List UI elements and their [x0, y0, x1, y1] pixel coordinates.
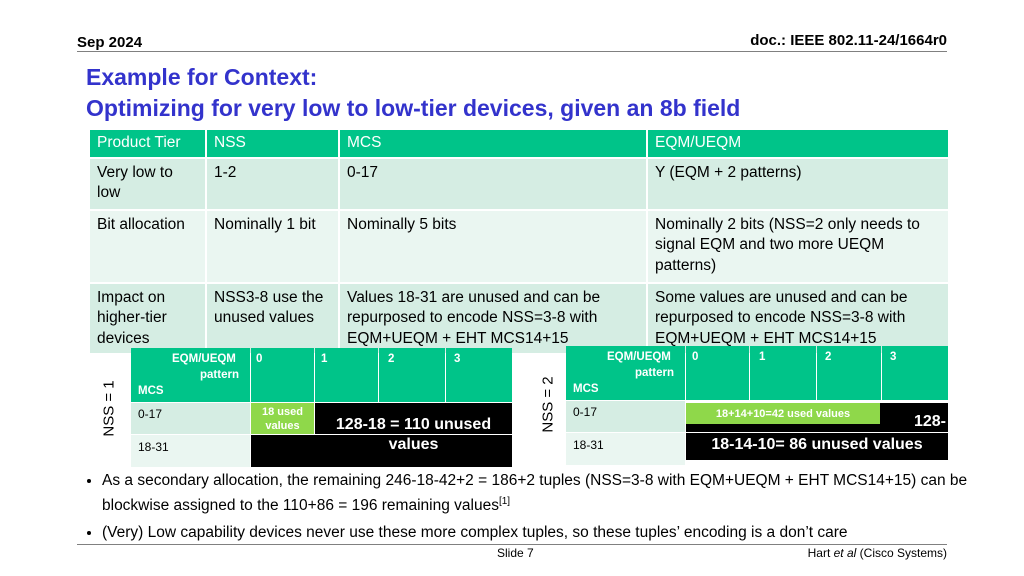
table-cell: Y (EQM + 2 patterns)	[647, 158, 949, 210]
grid2-unused-region	[686, 424, 880, 432]
grid2-corner-top: EQM/UEQM	[607, 351, 671, 363]
grid1-col-label: 3	[454, 353, 461, 365]
grid2-corner-mid: pattern	[635, 367, 674, 379]
table-cell: NSS3-8 use the unused values	[206, 283, 339, 355]
note-reference: [1]	[498, 496, 511, 507]
date-header: Sep 2024	[77, 34, 143, 51]
table-header: EQM/UEQM	[647, 129, 949, 158]
grid1-col-label: 1	[321, 353, 328, 365]
table-cell: Values 18-31 are unused and can be repurposed to encode NSS=3-8 with EQM+UEQM + EHT MCS14+15	[339, 283, 647, 355]
table-row	[89, 158, 949, 210]
table-cell: Very low to low	[89, 158, 206, 210]
note-item	[102, 522, 972, 543]
author-org: (Cisco Systems)	[859, 546, 947, 560]
footer-author	[808, 546, 947, 560]
table-header: NSS	[206, 129, 339, 158]
grid1-col-label: 2	[388, 353, 395, 365]
notes-list	[84, 470, 972, 549]
nss1-label: NSS = 1	[100, 380, 118, 437]
table-row	[89, 210, 949, 283]
grid1-unused-label: 128-18 = 110 unused	[335, 416, 492, 433]
grid2-unused-label: 128-	[913, 413, 946, 430]
document-id: doc.: IEEE 802.11-24/1664r0	[750, 32, 947, 49]
slide-title-line1: Example for Context:	[86, 64, 318, 90]
table-cell: Nominally 2 bits (NSS=2 only needs to signal EQM and two more UEQM patterns)	[647, 210, 949, 283]
table-cell: Some values are unused and can be repurposed to encode NSS=3-8 with EQM+UEQM + EHT MCS14+15	[647, 283, 949, 355]
grid2-unused-label: 18-14-10= 86 unused values	[711, 436, 923, 453]
note-text: As a secondary allocation, the remaining 246-18-42+2 = 186+2 tuples (NSS=3-8 with EQM+UEQM + EHT MCS14+15) can be blockwise assigned to the 110+86 = 196 remaining values	[102, 472, 968, 515]
note-item	[102, 470, 972, 516]
table-header-row	[89, 129, 949, 158]
slide-number: Slide 7	[497, 546, 534, 560]
grid1-corner-bottom: MCS	[138, 385, 164, 397]
grid1-row-label: 18-31	[138, 440, 169, 454]
table-cell: Impact on higher-tier devices	[89, 283, 206, 355]
grid2-col-label: 1	[759, 351, 766, 363]
author-name: Hart	[807, 546, 831, 560]
grid2-row-label: 0-17	[573, 405, 598, 419]
grid1-unused-label: values	[388, 436, 439, 453]
grid1-corner-mid: pattern	[200, 369, 239, 381]
grid2-row-label: 18-31	[573, 438, 604, 452]
grid2-used-label: 18+14+10=42 used values	[715, 408, 851, 420]
grid2-col-label: 0	[692, 351, 699, 363]
table-cell: Nominally 1 bit	[206, 210, 339, 283]
table-header: MCS	[339, 129, 647, 158]
table-cell: 0-17	[339, 158, 647, 210]
table-row	[89, 283, 949, 355]
table-cell: Nominally 5 bits	[339, 210, 647, 283]
table-cell: 1-2	[206, 158, 339, 210]
author-etal: et al	[833, 546, 857, 560]
note-text: (Very) Low capability devices never use these more complex tuples, so these tuples’ encoding is a don’t care	[102, 524, 848, 542]
footer-rule	[77, 544, 947, 545]
table-cell: Bit allocation	[89, 210, 206, 283]
grid1-row-label: 0-17	[138, 407, 163, 421]
header-rule	[77, 51, 947, 52]
grid2-col-label: 3	[890, 351, 897, 363]
grid1-corner-top: EQM/UEQM	[172, 353, 236, 365]
slide-title-line2: Optimizing for very low to low-tier devices, given an 8b field	[86, 95, 741, 121]
grid2-col-label: 2	[825, 351, 832, 363]
grid2-corner-bottom: MCS	[573, 383, 599, 395]
grid1-col-label: 0	[256, 353, 263, 365]
nss2-label: NSS = 2	[539, 376, 557, 433]
grid1-used-label: 18 used values	[262, 406, 303, 432]
table-header: Product Tier	[89, 129, 206, 158]
tier-table	[88, 128, 950, 355]
